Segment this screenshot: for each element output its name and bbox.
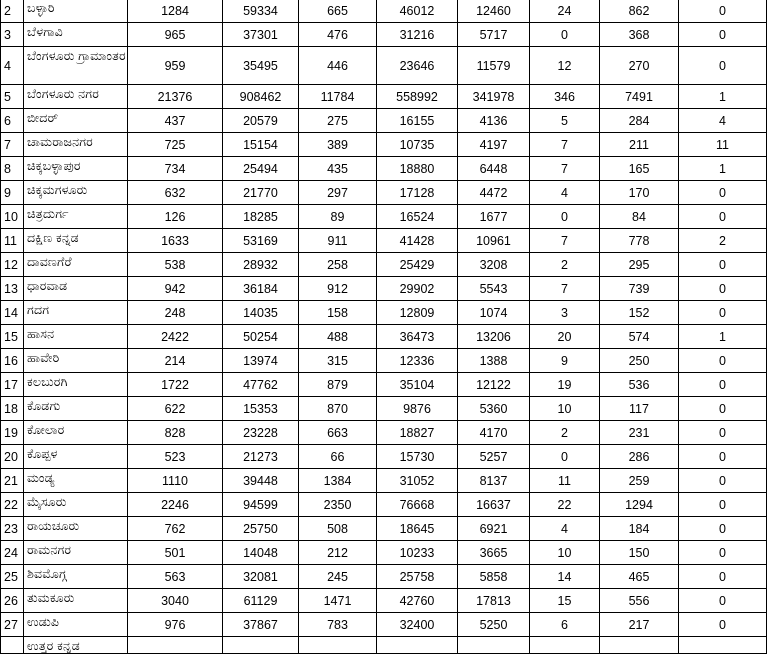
value-cell: 4 bbox=[530, 517, 600, 541]
value-cell: 0 bbox=[679, 517, 767, 541]
value-cell: 1677 bbox=[458, 205, 530, 229]
value-cell: 632 bbox=[128, 181, 223, 205]
value-cell: 10 bbox=[530, 397, 600, 421]
serial-number-cell: 5 bbox=[1, 85, 24, 109]
table-row bbox=[1, 541, 767, 565]
value-cell: 14 bbox=[530, 565, 600, 589]
value-cell: 912 bbox=[299, 277, 377, 301]
value-cell: 1 bbox=[679, 157, 767, 181]
value-cell: 725 bbox=[128, 133, 223, 157]
value-cell: 739 bbox=[600, 277, 679, 301]
value-cell: 4 bbox=[530, 181, 600, 205]
value-cell: 1074 bbox=[458, 301, 530, 325]
value-cell: 446 bbox=[299, 47, 377, 85]
value-cell: 39448 bbox=[223, 469, 299, 493]
value-cell: 10 bbox=[530, 541, 600, 565]
value-cell: 12460 bbox=[458, 0, 530, 23]
value-cell: 29902 bbox=[377, 277, 458, 301]
value-cell: 959 bbox=[128, 47, 223, 85]
serial-number-cell: 17 bbox=[1, 373, 24, 397]
value-cell: 2350 bbox=[299, 493, 377, 517]
table-row bbox=[1, 253, 767, 277]
value-cell: 35495 bbox=[223, 47, 299, 85]
value-cell: 16524 bbox=[377, 205, 458, 229]
value-cell: 212 bbox=[299, 541, 377, 565]
serial-number-cell: 16 bbox=[1, 349, 24, 373]
value-cell: 61129 bbox=[223, 589, 299, 613]
value-cell: 911 bbox=[299, 229, 377, 253]
value-cell: 89 bbox=[299, 205, 377, 229]
district-name-cell: ಚಿತ್ರದುರ್ಗ bbox=[24, 205, 128, 229]
value-cell: 15 bbox=[530, 589, 600, 613]
value-cell: 4 bbox=[679, 109, 767, 133]
value-cell: 828 bbox=[128, 421, 223, 445]
value-cell: 0 bbox=[530, 23, 600, 47]
value-cell: 18285 bbox=[223, 205, 299, 229]
district-name-cell: ಬೆಳಗಾವಿ bbox=[24, 23, 128, 47]
value-cell: 7 bbox=[530, 133, 600, 157]
district-name-cell: ಬಳ್ಳಾರಿ bbox=[24, 0, 128, 23]
value-cell: 368 bbox=[600, 23, 679, 47]
value-cell: 6 bbox=[530, 613, 600, 637]
value-cell: 1471 bbox=[299, 589, 377, 613]
value-cell: 28932 bbox=[223, 253, 299, 277]
district-name-cell: ಚಿಕ್ಕಬಳ್ಳಾಪುರ bbox=[24, 157, 128, 181]
table-row bbox=[1, 589, 767, 613]
value-cell: 0 bbox=[679, 613, 767, 637]
district-name-cell: ತುಮಕೂರು bbox=[24, 589, 128, 613]
value-cell: 150 bbox=[600, 541, 679, 565]
value-cell: 37867 bbox=[223, 613, 299, 637]
value-cell: 184 bbox=[600, 517, 679, 541]
value-cell: 10961 bbox=[458, 229, 530, 253]
value-cell: 341978 bbox=[458, 85, 530, 109]
serial-number-cell: 22 bbox=[1, 493, 24, 517]
serial-number-cell: 19 bbox=[1, 421, 24, 445]
value-cell: 1633 bbox=[128, 229, 223, 253]
value-cell: 36473 bbox=[377, 325, 458, 349]
value-cell: 942 bbox=[128, 277, 223, 301]
value-cell: 12122 bbox=[458, 373, 530, 397]
value-cell: 76668 bbox=[377, 493, 458, 517]
table-row bbox=[1, 397, 767, 421]
value-cell: 536 bbox=[600, 373, 679, 397]
value-cell: 9 bbox=[530, 349, 600, 373]
serial-number-cell: 9 bbox=[1, 181, 24, 205]
value-cell: 23646 bbox=[377, 47, 458, 85]
value-cell: 258 bbox=[299, 253, 377, 277]
empty-cell bbox=[377, 637, 458, 654]
value-cell: 275 bbox=[299, 109, 377, 133]
table-row bbox=[1, 445, 767, 469]
district-name-cell: ಉತ್ತರ ಕನ್ನಡ bbox=[24, 637, 128, 654]
value-cell: 25494 bbox=[223, 157, 299, 181]
table-row bbox=[1, 85, 767, 109]
value-cell: 7 bbox=[530, 157, 600, 181]
value-cell: 158 bbox=[299, 301, 377, 325]
value-cell: 0 bbox=[679, 0, 767, 23]
district-name-cell: ಮಂಡ್ಯ bbox=[24, 469, 128, 493]
value-cell: 25750 bbox=[223, 517, 299, 541]
table-row bbox=[1, 565, 767, 589]
value-cell: 297 bbox=[299, 181, 377, 205]
table-row bbox=[1, 301, 767, 325]
value-cell: 0 bbox=[679, 397, 767, 421]
value-cell: 12 bbox=[530, 47, 600, 85]
value-cell: 170 bbox=[600, 181, 679, 205]
value-cell: 11579 bbox=[458, 47, 530, 85]
empty-cell bbox=[600, 637, 679, 654]
value-cell: 0 bbox=[679, 253, 767, 277]
value-cell: 46012 bbox=[377, 0, 458, 23]
value-cell: 14048 bbox=[223, 541, 299, 565]
serial-number-cell: 25 bbox=[1, 565, 24, 589]
value-cell: 32400 bbox=[377, 613, 458, 637]
value-cell: 622 bbox=[128, 397, 223, 421]
district-name-cell: ರಾಮನಗರ bbox=[24, 541, 128, 565]
serial-number-cell: 6 bbox=[1, 109, 24, 133]
value-cell: 908462 bbox=[223, 85, 299, 109]
district-name-cell: ಗದಗ bbox=[24, 301, 128, 325]
value-cell: 465 bbox=[600, 565, 679, 589]
value-cell: 18880 bbox=[377, 157, 458, 181]
table-row bbox=[1, 373, 767, 397]
value-cell: 66 bbox=[299, 445, 377, 469]
table-row bbox=[1, 469, 767, 493]
value-cell: 16637 bbox=[458, 493, 530, 517]
value-cell: 488 bbox=[299, 325, 377, 349]
value-cell: 11 bbox=[530, 469, 600, 493]
serial-number-cell: 12 bbox=[1, 253, 24, 277]
value-cell: 31216 bbox=[377, 23, 458, 47]
value-cell: 1110 bbox=[128, 469, 223, 493]
value-cell: 5858 bbox=[458, 565, 530, 589]
district-name-cell: ಚಿಕ್ಕಮಗಳೂರು bbox=[24, 181, 128, 205]
district-name-cell: ಧಾರವಾಡ bbox=[24, 277, 128, 301]
value-cell: 5250 bbox=[458, 613, 530, 637]
value-cell: 7 bbox=[530, 229, 600, 253]
value-cell: 12336 bbox=[377, 349, 458, 373]
value-cell: 12809 bbox=[377, 301, 458, 325]
value-cell: 0 bbox=[530, 205, 600, 229]
value-cell: 1294 bbox=[600, 493, 679, 517]
value-cell: 5360 bbox=[458, 397, 530, 421]
value-cell: 21376 bbox=[128, 85, 223, 109]
district-name-cell: ಹಾಸನ bbox=[24, 325, 128, 349]
table-row bbox=[1, 421, 767, 445]
value-cell: 37301 bbox=[223, 23, 299, 47]
value-cell: 7 bbox=[530, 277, 600, 301]
value-cell: 13974 bbox=[223, 349, 299, 373]
district-name-cell: ಹಾವೇರಿ bbox=[24, 349, 128, 373]
value-cell: 4472 bbox=[458, 181, 530, 205]
value-cell: 435 bbox=[299, 157, 377, 181]
district-name-cell: ದಾವಣಗೆರೆ bbox=[24, 253, 128, 277]
value-cell: 32081 bbox=[223, 565, 299, 589]
value-cell: 389 bbox=[299, 133, 377, 157]
value-cell: 556 bbox=[600, 589, 679, 613]
value-cell: 2 bbox=[679, 229, 767, 253]
value-cell: 1388 bbox=[458, 349, 530, 373]
value-cell: 0 bbox=[679, 541, 767, 565]
value-cell: 762 bbox=[128, 517, 223, 541]
serial-number-cell: 15 bbox=[1, 325, 24, 349]
value-cell: 663 bbox=[299, 421, 377, 445]
value-cell: 574 bbox=[600, 325, 679, 349]
value-cell: 437 bbox=[128, 109, 223, 133]
district-name-cell: ಶಿವಮೊಗ್ಗ bbox=[24, 565, 128, 589]
value-cell: 20579 bbox=[223, 109, 299, 133]
value-cell: 9876 bbox=[377, 397, 458, 421]
value-cell: 5717 bbox=[458, 23, 530, 47]
value-cell: 41428 bbox=[377, 229, 458, 253]
district-name-cell: ಬೆಂಗಳೂರು ನಗರ bbox=[24, 85, 128, 109]
value-cell: 538 bbox=[128, 253, 223, 277]
value-cell: 94599 bbox=[223, 493, 299, 517]
value-cell: 19 bbox=[530, 373, 600, 397]
serial-number-cell: 14 bbox=[1, 301, 24, 325]
value-cell: 24 bbox=[530, 0, 600, 23]
table-row bbox=[1, 47, 767, 85]
table-row bbox=[1, 613, 767, 637]
value-cell: 0 bbox=[530, 445, 600, 469]
value-cell: 2 bbox=[530, 253, 600, 277]
value-cell: 783 bbox=[299, 613, 377, 637]
value-cell: 2246 bbox=[128, 493, 223, 517]
value-cell: 3208 bbox=[458, 253, 530, 277]
value-cell: 35104 bbox=[377, 373, 458, 397]
empty-cell bbox=[458, 637, 530, 654]
value-cell: 665 bbox=[299, 0, 377, 23]
serial-number-cell: 26 bbox=[1, 589, 24, 613]
value-cell: 0 bbox=[679, 421, 767, 445]
serial-number-cell: 18 bbox=[1, 397, 24, 421]
table-row bbox=[1, 133, 767, 157]
value-cell: 5 bbox=[530, 109, 600, 133]
value-cell: 0 bbox=[679, 277, 767, 301]
value-cell: 0 bbox=[679, 181, 767, 205]
district-name-cell: ದಕ್ಷಿಣ ಕನ್ನಡ bbox=[24, 229, 128, 253]
value-cell: 286 bbox=[600, 445, 679, 469]
value-cell: 21273 bbox=[223, 445, 299, 469]
value-cell: 3 bbox=[530, 301, 600, 325]
district-name-cell: ಬೀದರ್ bbox=[24, 109, 128, 133]
district-name-cell: ಮೈಸೂರು bbox=[24, 493, 128, 517]
value-cell: 0 bbox=[679, 445, 767, 469]
value-cell: 217 bbox=[600, 613, 679, 637]
value-cell: 42760 bbox=[377, 589, 458, 613]
value-cell: 870 bbox=[299, 397, 377, 421]
empty-cell bbox=[128, 637, 223, 654]
value-cell: 6921 bbox=[458, 517, 530, 541]
value-cell: 259 bbox=[600, 469, 679, 493]
value-cell: 2 bbox=[530, 421, 600, 445]
value-cell: 976 bbox=[128, 613, 223, 637]
table-body bbox=[1, 0, 767, 654]
value-cell: 778 bbox=[600, 229, 679, 253]
serial-number-cell: 20 bbox=[1, 445, 24, 469]
value-cell: 0 bbox=[679, 301, 767, 325]
table-row bbox=[1, 229, 767, 253]
empty-cell bbox=[299, 637, 377, 654]
value-cell: 0 bbox=[679, 205, 767, 229]
value-cell: 231 bbox=[600, 421, 679, 445]
value-cell: 4136 bbox=[458, 109, 530, 133]
serial-number-cell: 21 bbox=[1, 469, 24, 493]
value-cell: 117 bbox=[600, 397, 679, 421]
value-cell: 1 bbox=[679, 325, 767, 349]
value-cell: 47762 bbox=[223, 373, 299, 397]
table-row bbox=[1, 349, 767, 373]
value-cell: 18645 bbox=[377, 517, 458, 541]
value-cell: 476 bbox=[299, 23, 377, 47]
value-cell: 25758 bbox=[377, 565, 458, 589]
value-cell: 295 bbox=[600, 253, 679, 277]
table-row-partial bbox=[1, 637, 767, 654]
value-cell: 3040 bbox=[128, 589, 223, 613]
value-cell: 11 bbox=[679, 133, 767, 157]
value-cell: 250 bbox=[600, 349, 679, 373]
value-cell: 0 bbox=[679, 349, 767, 373]
table-row bbox=[1, 109, 767, 133]
value-cell: 10233 bbox=[377, 541, 458, 565]
value-cell: 2422 bbox=[128, 325, 223, 349]
value-cell: 4170 bbox=[458, 421, 530, 445]
value-cell: 5543 bbox=[458, 277, 530, 301]
value-cell: 214 bbox=[128, 349, 223, 373]
value-cell: 7491 bbox=[600, 85, 679, 109]
value-cell: 523 bbox=[128, 445, 223, 469]
serial-number-cell: 7 bbox=[1, 133, 24, 157]
district-name-cell: ರಾಯಚೂರು bbox=[24, 517, 128, 541]
value-cell: 4197 bbox=[458, 133, 530, 157]
value-cell: 248 bbox=[128, 301, 223, 325]
value-cell: 965 bbox=[128, 23, 223, 47]
value-cell: 14035 bbox=[223, 301, 299, 325]
value-cell: 31052 bbox=[377, 469, 458, 493]
value-cell: 0 bbox=[679, 469, 767, 493]
serial-number-cell: 4 bbox=[1, 47, 24, 85]
table-row bbox=[1, 493, 767, 517]
district-name-cell: ಉಡುಪಿ bbox=[24, 613, 128, 637]
value-cell: 879 bbox=[299, 373, 377, 397]
value-cell: 17813 bbox=[458, 589, 530, 613]
value-cell: 346 bbox=[530, 85, 600, 109]
value-cell: 563 bbox=[128, 565, 223, 589]
value-cell: 0 bbox=[679, 493, 767, 517]
district-name-cell: ಕೊಪ್ಪಳ bbox=[24, 445, 128, 469]
value-cell: 3665 bbox=[458, 541, 530, 565]
district-name-cell: ಬೆಂಗಳೂರು ಗ್ರಾಮಾಂತರ bbox=[24, 47, 128, 85]
value-cell: 211 bbox=[600, 133, 679, 157]
table-row bbox=[1, 157, 767, 181]
district-name-cell: ಕೊಡಗು bbox=[24, 397, 128, 421]
value-cell: 862 bbox=[600, 0, 679, 23]
value-cell: 0 bbox=[679, 23, 767, 47]
serial-number-cell: 27 bbox=[1, 613, 24, 637]
value-cell: 6448 bbox=[458, 157, 530, 181]
table-row bbox=[1, 517, 767, 541]
value-cell: 0 bbox=[679, 47, 767, 85]
value-cell: 10735 bbox=[377, 133, 458, 157]
value-cell: 1284 bbox=[128, 0, 223, 23]
district-name-cell: ಕಲಬುರಗಿ bbox=[24, 373, 128, 397]
table-row bbox=[1, 23, 767, 47]
table-row bbox=[1, 0, 767, 23]
table-row bbox=[1, 277, 767, 301]
value-cell: 22 bbox=[530, 493, 600, 517]
value-cell: 245 bbox=[299, 565, 377, 589]
serial-number-cell: 2 bbox=[1, 0, 24, 23]
value-cell: 315 bbox=[299, 349, 377, 373]
value-cell: 15730 bbox=[377, 445, 458, 469]
district-name-cell: ಚಾಮರಾಜನಗರ bbox=[24, 133, 128, 157]
value-cell: 734 bbox=[128, 157, 223, 181]
value-cell: 0 bbox=[679, 589, 767, 613]
value-cell: 0 bbox=[679, 565, 767, 589]
value-cell: 23228 bbox=[223, 421, 299, 445]
empty-cell bbox=[1, 637, 24, 654]
value-cell: 25429 bbox=[377, 253, 458, 277]
value-cell: 501 bbox=[128, 541, 223, 565]
value-cell: 17128 bbox=[377, 181, 458, 205]
serial-number-cell: 23 bbox=[1, 517, 24, 541]
value-cell: 15154 bbox=[223, 133, 299, 157]
value-cell: 13206 bbox=[458, 325, 530, 349]
value-cell: 59334 bbox=[223, 0, 299, 23]
table-row bbox=[1, 181, 767, 205]
value-cell: 1 bbox=[679, 85, 767, 109]
value-cell: 21770 bbox=[223, 181, 299, 205]
empty-cell bbox=[679, 637, 767, 654]
table-row bbox=[1, 325, 767, 349]
value-cell: 16155 bbox=[377, 109, 458, 133]
serial-number-cell: 3 bbox=[1, 23, 24, 47]
value-cell: 15353 bbox=[223, 397, 299, 421]
serial-number-cell: 8 bbox=[1, 157, 24, 181]
value-cell: 1384 bbox=[299, 469, 377, 493]
table-row bbox=[1, 205, 767, 229]
value-cell: 558992 bbox=[377, 85, 458, 109]
value-cell: 126 bbox=[128, 205, 223, 229]
value-cell: 84 bbox=[600, 205, 679, 229]
value-cell: 152 bbox=[600, 301, 679, 325]
value-cell: 53169 bbox=[223, 229, 299, 253]
value-cell: 270 bbox=[600, 47, 679, 85]
value-cell: 50254 bbox=[223, 325, 299, 349]
empty-cell bbox=[530, 637, 600, 654]
value-cell: 18827 bbox=[377, 421, 458, 445]
value-cell: 20 bbox=[530, 325, 600, 349]
value-cell: 11784 bbox=[299, 85, 377, 109]
serial-number-cell: 13 bbox=[1, 277, 24, 301]
district-name-cell: ಕೋಲಾರ bbox=[24, 421, 128, 445]
serial-number-cell: 10 bbox=[1, 205, 24, 229]
value-cell: 508 bbox=[299, 517, 377, 541]
value-cell: 36184 bbox=[223, 277, 299, 301]
value-cell: 1722 bbox=[128, 373, 223, 397]
value-cell: 284 bbox=[600, 109, 679, 133]
value-cell: 8137 bbox=[458, 469, 530, 493]
empty-cell bbox=[223, 637, 299, 654]
value-cell: 165 bbox=[600, 157, 679, 181]
value-cell: 0 bbox=[679, 373, 767, 397]
value-cell: 5257 bbox=[458, 445, 530, 469]
serial-number-cell: 24 bbox=[1, 541, 24, 565]
serial-number-cell: 11 bbox=[1, 229, 24, 253]
